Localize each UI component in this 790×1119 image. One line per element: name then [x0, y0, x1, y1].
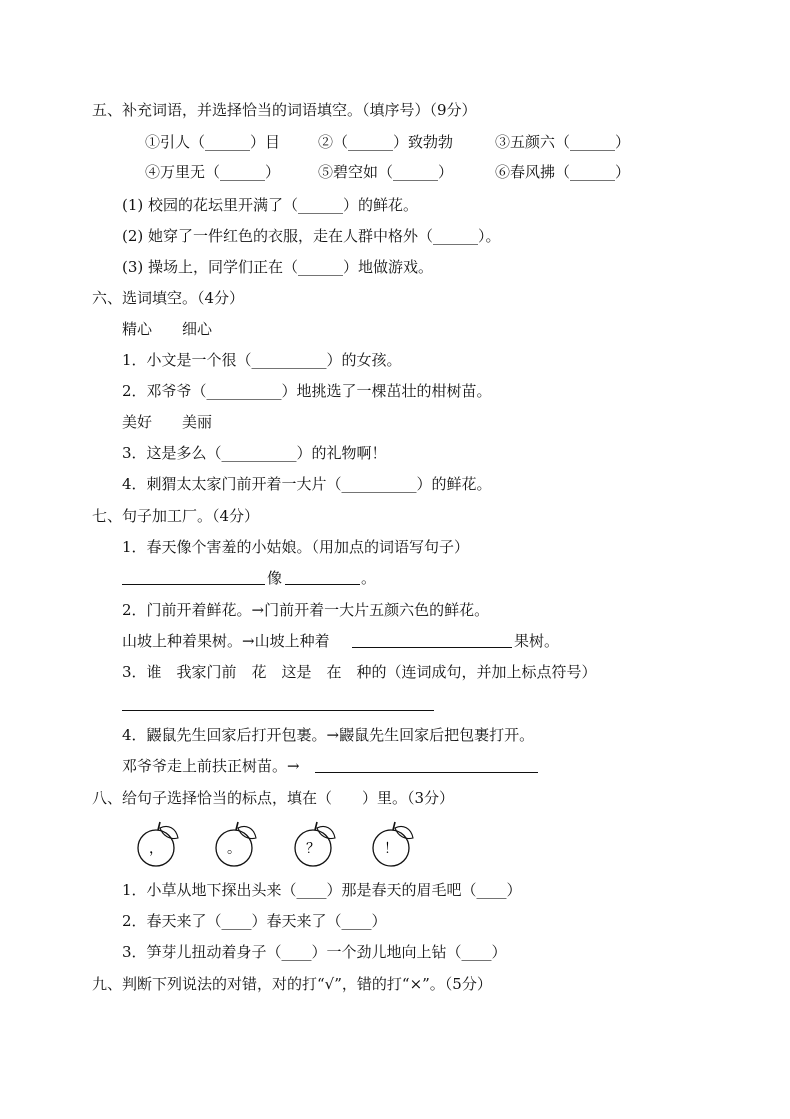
answer-line-4[interactable]: [315, 772, 538, 773]
s7-question-2: 2．门前开着鲜花。→门前开着一大片五颜六色的鲜花。: [122, 601, 490, 619]
answer-line-3[interactable]: [122, 710, 434, 711]
answer-line-1b[interactable]: [285, 584, 360, 585]
period-mark: 。: [227, 841, 241, 857]
answer-line-2[interactable]: [352, 647, 512, 648]
s8-question-3: 3．笋芽儿扭动着身子（____）一个劲儿地向上钻（____）: [122, 943, 507, 961]
word-item-6: ⑥春风拂（______）: [495, 163, 631, 181]
s6-question-3: 3．这是多么（__________）的礼物啊！: [122, 444, 387, 462]
s5-question-1: (1) 校园的花坛里开满了（______）的鲜花。: [122, 196, 419, 214]
section-7-heading: 七、句子加工厂。（4分）: [92, 507, 260, 525]
section-9-heading: 九、判断下列说法的对错，对的打“√”，错的打“×”。（5分）: [92, 975, 492, 993]
word-item-1: ①引人（______）目: [145, 133, 281, 151]
s7-q1-end: 。: [361, 569, 377, 587]
exclamation-mark: ！: [384, 841, 398, 857]
s8-question-1: 1．小草从地下探出头来（____）那是春天的眉毛吧（____）: [122, 881, 522, 899]
s7-question-1: 1．春天像个害羞的小姑娘。（用加点的词语写句子）: [122, 538, 470, 556]
s5-question-3: (3) 操场上，同学们正在（______）地做游戏。: [122, 258, 434, 276]
word-pair-1: 精心 细心: [122, 320, 213, 338]
comma-fruit-icon: [130, 818, 190, 870]
s7-q4-prompt: 邓爷爷走上前扶正树苗。→: [122, 757, 300, 775]
s7-question-3: 3．谁 我家门前 花 这是 在 种的（连词成句，并加上标点符号）: [122, 663, 597, 681]
question-fruit-icon: [287, 818, 347, 870]
word-item-5: ⑤碧空如（______）: [318, 163, 454, 181]
section-6-heading: 六、选词填空。（4分）: [92, 289, 245, 307]
period-fruit-icon: [208, 818, 268, 870]
comma-mark: ，: [149, 841, 163, 857]
s7-q1-mid: 像: [267, 569, 283, 587]
s6-question-2: 2．邓爷爷（__________）地挑选了一棵茁壮的柑树苗。: [122, 382, 492, 400]
word-item-4: ④万里无（______）: [145, 163, 281, 181]
word-item-3: ③五颜六（______）: [495, 133, 631, 151]
s7-question-4: 4．鼹鼠先生回家后打开包裹。→鼹鼠先生回家后把包裹打开。: [122, 726, 535, 744]
s8-question-2: 2．春天来了（____）春天来了（____）: [122, 912, 387, 930]
word-pair-2: 美好 美丽: [122, 413, 213, 431]
answer-line-1a[interactable]: [122, 584, 265, 585]
s6-question-4: 4．刺猬太太家门前开着一大片（__________）的鲜花。: [122, 475, 492, 493]
section-8-heading: 八、给句子选择恰当的标点，填在（ ）里。（3分）: [92, 789, 455, 807]
section-5-heading: 五、补充词语，并选择恰当的词语填空。（填序号）（9分）: [92, 101, 477, 119]
word-item-2: ②（______）致勃勃: [318, 133, 454, 151]
s7-q2-prefix: 山坡上种着果树。→山坡上种着: [122, 632, 330, 650]
exclamation-fruit-icon: [365, 818, 425, 870]
s6-question-1: 1．小文是一个很（__________）的女孩。: [122, 351, 402, 369]
s5-question-2: (2) 她穿了一件红色的衣服，走在人群中格外（______）。: [122, 227, 501, 245]
s7-q2-suffix: 果树。: [514, 632, 560, 650]
question-mark: ？: [306, 841, 320, 857]
